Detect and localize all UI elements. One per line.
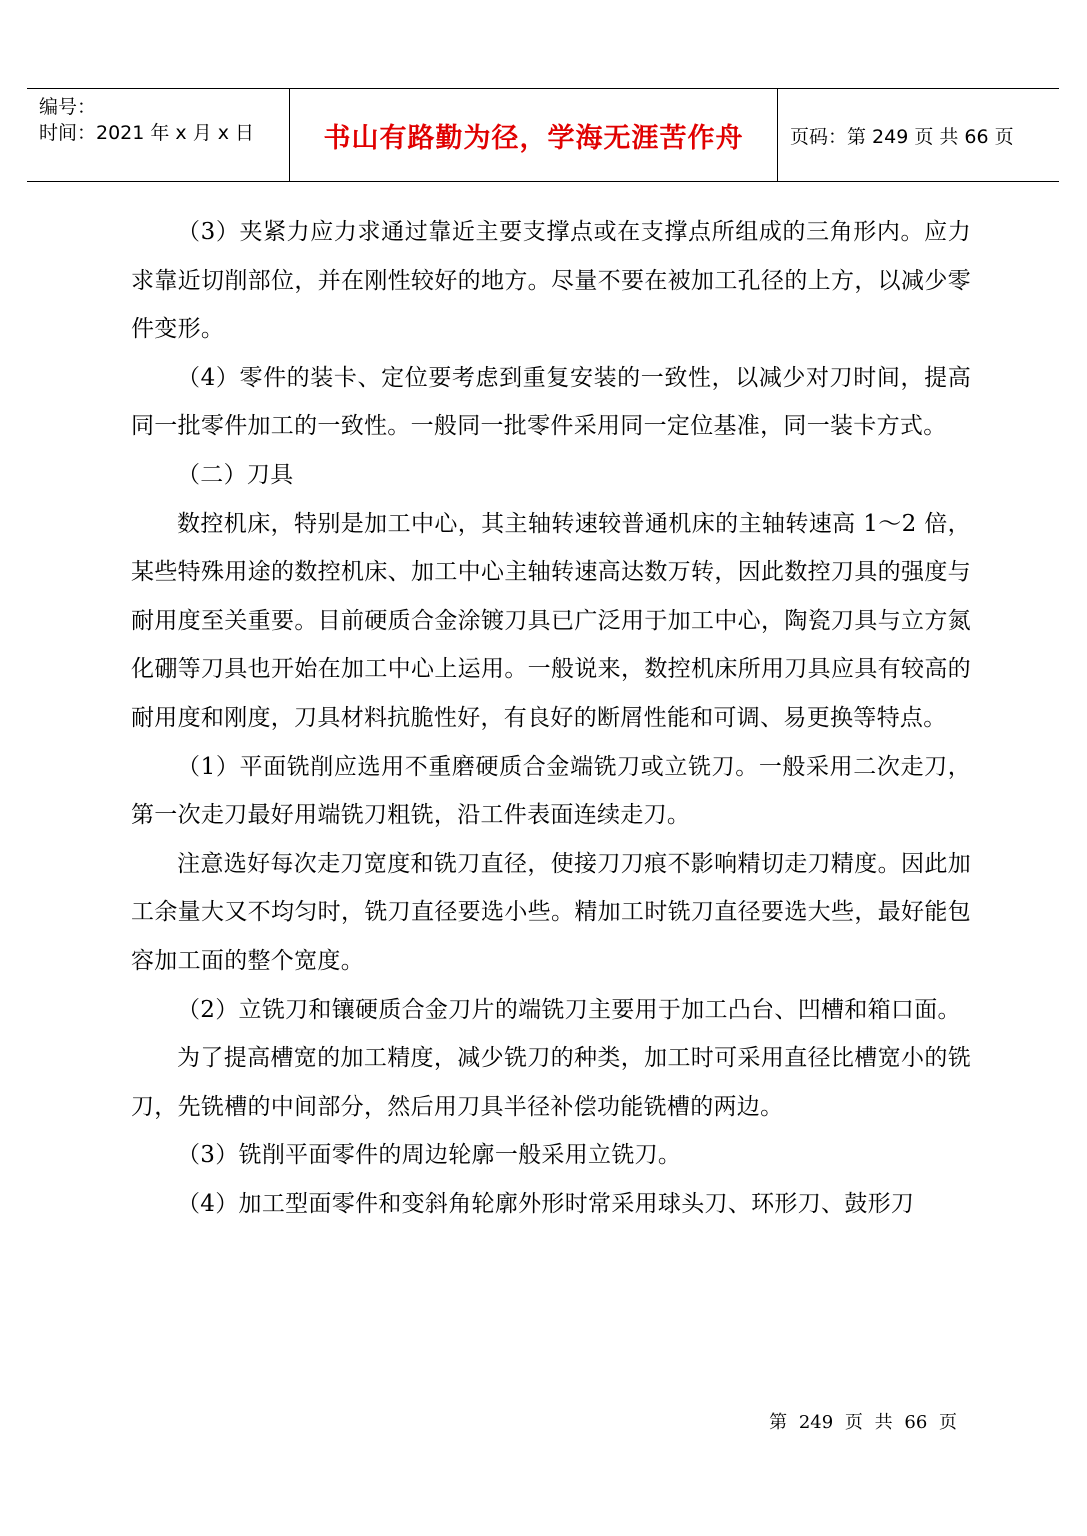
paragraph-4: （1）平面铣削应选用不重磨硬质合金端铣刀或立铣刀。一般采用二次走刀，第一次走刀最好用端铣刀粗铣，沿工件表面连续走刀。 bbox=[131, 753, 971, 829]
motto: 书山有路勤为径，学海无涯苦作舟 bbox=[290, 89, 778, 181]
paragraph-1: （3）夹紧力应力求通过靠近主要支撑点或在支撑点所组成的三角形内。应力求靠近切削部位，并在刚性较好的地方。尽量不要在被加工孔径的上方，以减少零件变形。 bbox=[131, 219, 971, 343]
paragraph-7: 为了提高槽宽的加工精度，减少铣刀的种类，加工时可采用直径比槽宽小的铣刀，先铣槽的中间部分，然后用刀具半径补偿功能铣槽的两边。 bbox=[131, 1045, 971, 1120]
section-heading-tools: （二）刀具 bbox=[177, 461, 294, 488]
header-page-info: 页码：第 249 页 共 66 页 bbox=[790, 125, 1014, 148]
document-body bbox=[131, 208, 971, 1228]
date-label: 时间：2021 年 x 月 x 日 bbox=[39, 122, 255, 144]
paragraph-3: 数控机床，特别是加工中心，其主轴转速较普通机床的主轴转速高 1～2 倍，某些特殊用途的数控机床、加工中心主轴转速高达数万转，因此数控刀具的强度与耐用度至关重要。目前硬质合金涂镀刀具已广泛用于加工中心，陶瓷刀具与立方氮化硼等刀具也开始在加工中心上运用。一般说来，数控机床所用刀具应具有较高的耐用度和刚度，刀具材料抗脆性好，有良好的断屑性能和可调、易更换等特点。 bbox=[131, 510, 971, 731]
paragraph-9: （4）加工型面零件和变斜角轮廓外形时常采用球头刀、环形刀、鼓形刀 bbox=[177, 1190, 915, 1217]
paragraph-6: （2）立铣刀和镶硬质合金刀片的端铣刀主要用于加工凸台、凹槽和箱口面。 bbox=[177, 996, 961, 1023]
paragraph-8: （3）铣削平面零件的周边轮廓一般采用立铣刀。 bbox=[177, 1142, 682, 1169]
paragraph-2: （4）零件的装卡、定位要考虑到重复安装的一致性，以减少对刀时间，提高同一批零件加工的一致性。一般同一批零件采用同一定位基准，同一装卡方式。 bbox=[131, 364, 971, 440]
paragraph-5: 注意选好每次走刀宽度和铣刀直径，使接刀刀痕不影响精切走刀精度。因此加工余量大又不均匀时，铣刀直径要选小些。精加工时铣刀直径要选大些，最好能包容加工面的整个宽度。 bbox=[131, 850, 971, 974]
page-footer: 第 249 页 共 66 页 bbox=[769, 1412, 957, 1433]
serial-number-label: 编号： bbox=[39, 96, 97, 118]
page-header bbox=[27, 88, 1059, 182]
header-meta bbox=[27, 89, 290, 181]
